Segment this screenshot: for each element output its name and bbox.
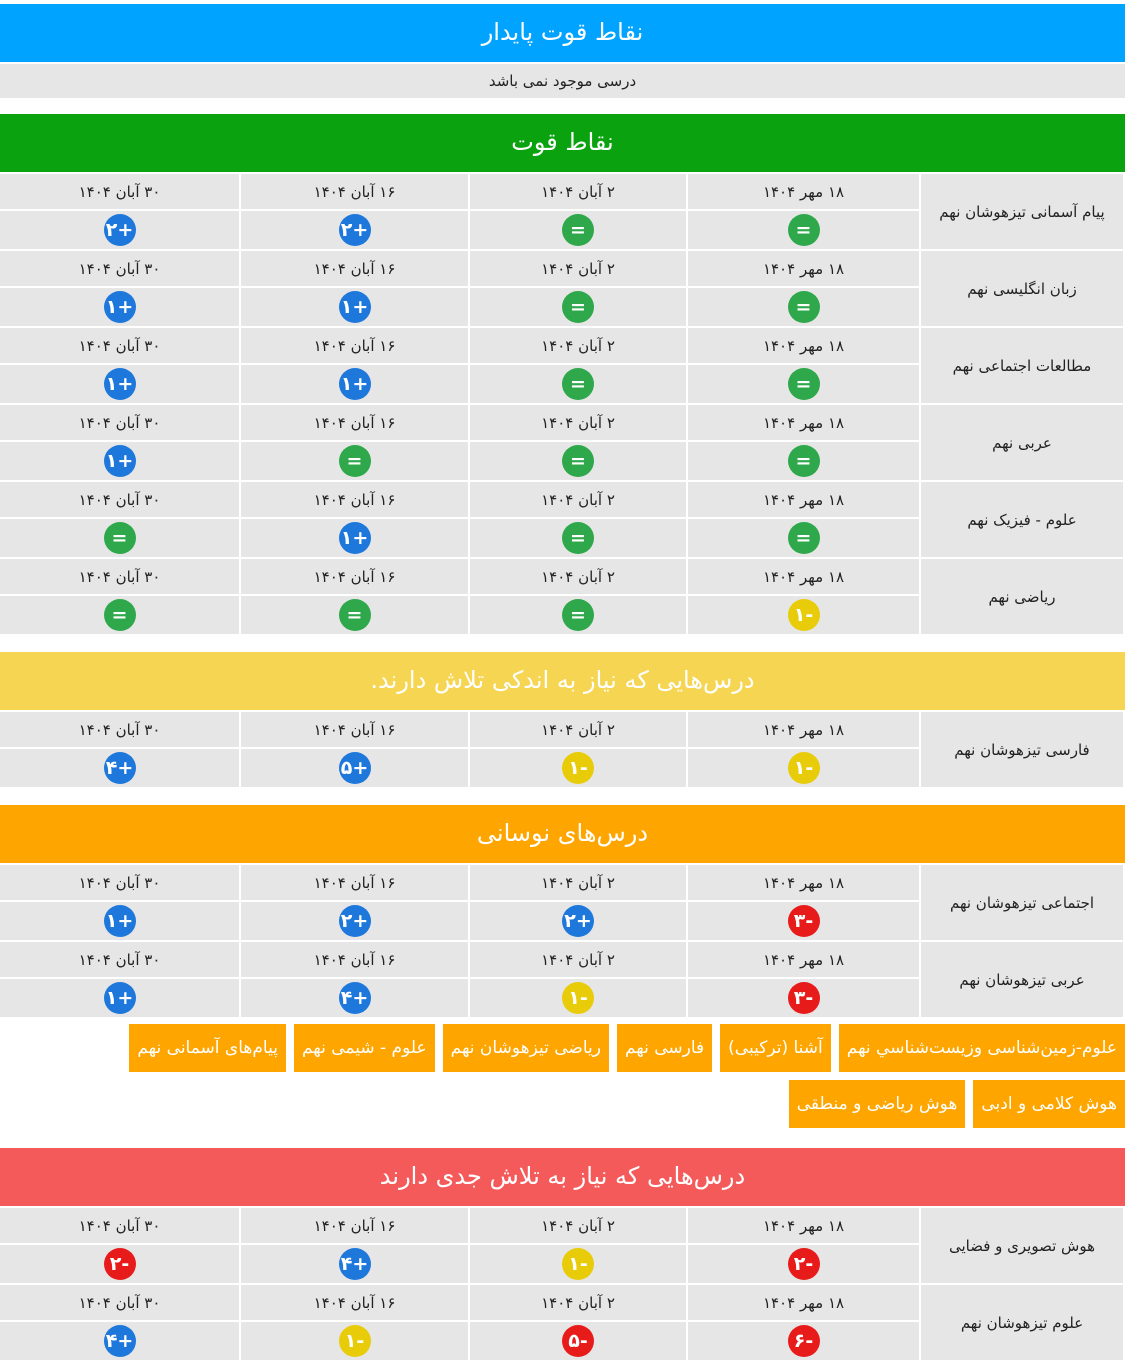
fluctuating-tags <box>0 1019 1125 1128</box>
score-badge: ۲- <box>104 1248 136 1280</box>
exam-date: ۱۸ مهر ۱۴۰۴ <box>687 1207 920 1244</box>
score-cell <box>469 364 687 404</box>
exam-date: ۳۰ آبان ۱۴۰۴ <box>0 327 240 364</box>
score-cell <box>469 748 687 788</box>
exam-date: ۱۸ مهر ۱۴۰۴ <box>687 481 920 518</box>
score-cell <box>240 1244 469 1284</box>
score-cell <box>240 364 469 404</box>
score-badge: ۴+ <box>339 982 371 1014</box>
exam-date: ۱۶ آبان ۱۴۰۴ <box>240 250 469 287</box>
exam-date: ۱۸ مهر ۱۴۰۴ <box>687 864 920 901</box>
exam-date: ۳۰ آبان ۱۴۰۴ <box>0 1284 240 1321</box>
subject-name: ریاضی نهم <box>920 558 1124 635</box>
score-cell <box>240 210 469 250</box>
exam-date: ۳۰ آبان ۱۴۰۴ <box>0 250 240 287</box>
subject-name: هوش تصویری و فضایی <box>920 1207 1124 1284</box>
exam-date: ۳۰ آبان ۱۴۰۴ <box>0 711 240 748</box>
score-badge: ۴+ <box>339 1248 371 1280</box>
score-cell <box>240 441 469 481</box>
table-row <box>0 327 1124 364</box>
score-badge: ۱+ <box>104 291 136 323</box>
score-cell <box>469 595 687 635</box>
table-row <box>0 404 1124 441</box>
subject-name: فارسی تیزهوشان نهم <box>920 711 1124 788</box>
score-badge: = <box>339 445 371 477</box>
subject-tag[interactable]: فارسی نهم <box>617 1024 712 1072</box>
score-cell <box>469 901 687 941</box>
exam-date: ۲ آبان ۱۴۰۴ <box>469 250 687 287</box>
score-cell <box>687 364 920 404</box>
table-row <box>0 173 1124 210</box>
score-badge: = <box>562 599 594 631</box>
subject-name: علوم تیزهوشان نهم <box>920 1284 1124 1361</box>
subject-name: عربی نهم <box>920 404 1124 481</box>
subject-tag[interactable]: ریاضی تیزهوشان نهم <box>443 1024 609 1072</box>
score-cell <box>0 287 240 327</box>
subject-name: عربی تیزهوشان نهم <box>920 941 1124 1018</box>
score-cell <box>687 595 920 635</box>
score-cell <box>240 748 469 788</box>
score-cell <box>687 978 920 1018</box>
subject-tag[interactable]: علوم-زمین‌شناسی وزیست‌شناسي نهم <box>839 1024 1125 1072</box>
score-badge: ۱- <box>339 1325 371 1357</box>
little-effort-table <box>0 710 1125 789</box>
strengths-header: نقاط قوت <box>0 114 1125 172</box>
score-cell <box>0 210 240 250</box>
subject-name: پیام آسمانی تیزهوشان نهم <box>920 173 1124 250</box>
score-cell <box>469 518 687 558</box>
score-badge: ۱- <box>562 982 594 1014</box>
score-badge: ۱+ <box>339 291 371 323</box>
subject-name: زبان انگلیسی نهم <box>920 250 1124 327</box>
score-badge: = <box>788 445 820 477</box>
score-cell <box>687 1321 920 1361</box>
score-cell <box>240 901 469 941</box>
exam-date: ۱۸ مهر ۱۴۰۴ <box>687 1284 920 1321</box>
exam-date: ۳۰ آبان ۱۴۰۴ <box>0 173 240 210</box>
score-badge: ۱- <box>562 1248 594 1280</box>
score-badge: = <box>788 291 820 323</box>
exam-date: ۱۶ آبان ۱۴۰۴ <box>240 711 469 748</box>
score-cell <box>469 287 687 327</box>
score-badge: ۶- <box>788 1325 820 1357</box>
exam-date: ۲ آبان ۱۴۰۴ <box>469 173 687 210</box>
table-row <box>0 481 1124 518</box>
score-cell <box>0 595 240 635</box>
exam-date: ۱۶ آبان ۱۴۰۴ <box>240 1207 469 1244</box>
score-cell <box>0 364 240 404</box>
exam-date: ۲ آبان ۱۴۰۴ <box>469 711 687 748</box>
exam-date: ۱۸ مهر ۱۴۰۴ <box>687 404 920 441</box>
exam-date: ۱۶ آبان ۱۴۰۴ <box>240 864 469 901</box>
score-badge: ۳- <box>788 982 820 1014</box>
score-cell <box>469 210 687 250</box>
exam-date: ۱۶ آبان ۱۴۰۴ <box>240 327 469 364</box>
exam-date: ۲ آبان ۱۴۰۴ <box>469 1284 687 1321</box>
score-badge: ۱+ <box>339 368 371 400</box>
score-cell <box>0 901 240 941</box>
fluctuating-section <box>0 805 1125 1128</box>
table-row <box>0 864 1124 901</box>
exam-date: ۱۶ آبان ۱۴۰۴ <box>240 481 469 518</box>
subject-name: مطالعات اجتماعی نهم <box>920 327 1124 404</box>
exam-date: ۱۶ آبان ۱۴۰۴ <box>240 404 469 441</box>
score-cell <box>687 441 920 481</box>
subject-tag[interactable]: علوم - شیمی نهم <box>294 1024 435 1072</box>
score-badge: = <box>788 214 820 246</box>
score-badge: ۱+ <box>104 368 136 400</box>
score-badge: ۱+ <box>104 982 136 1014</box>
score-badge: = <box>562 368 594 400</box>
score-cell <box>240 1321 469 1361</box>
score-cell <box>240 518 469 558</box>
score-badge: ۱+ <box>339 522 371 554</box>
subject-name: علوم - فیزیک نهم <box>920 481 1124 558</box>
exam-date: ۲ آبان ۱۴۰۴ <box>469 404 687 441</box>
score-badge: ۲+ <box>104 214 136 246</box>
score-badge: ۲- <box>788 1248 820 1280</box>
score-badge: = <box>339 599 371 631</box>
exam-date: ۱۶ آبان ۱۴۰۴ <box>240 1284 469 1321</box>
exam-date: ۲ آبان ۱۴۰۴ <box>469 481 687 518</box>
exam-date: ۳۰ آبان ۱۴۰۴ <box>0 481 240 518</box>
stable-strengths-section <box>0 4 1125 98</box>
strengths-section <box>0 114 1125 636</box>
subject-tag[interactable]: هوش ریاضی و منطقی <box>789 1080 966 1128</box>
score-cell <box>687 287 920 327</box>
score-badge: ۱- <box>788 752 820 784</box>
score-badge: = <box>562 214 594 246</box>
score-cell <box>0 1244 240 1284</box>
exam-date: ۳۰ آبان ۱۴۰۴ <box>0 1207 240 1244</box>
score-cell <box>469 978 687 1018</box>
exam-date: ۱۸ مهر ۱۴۰۴ <box>687 711 920 748</box>
serious-effort-table <box>0 1206 1125 1362</box>
exam-date: ۱۶ آبان ۱۴۰۴ <box>240 558 469 595</box>
exam-date: ۱۸ مهر ۱۴۰۴ <box>687 558 920 595</box>
strengths-table <box>0 172 1125 636</box>
score-cell <box>687 1244 920 1284</box>
exam-date: ۳۰ آبان ۱۴۰۴ <box>0 864 240 901</box>
subject-tag[interactable]: پیام‌های آسمانی نهم <box>129 1024 286 1072</box>
little-effort-section <box>0 652 1125 789</box>
score-cell <box>687 901 920 941</box>
score-cell <box>687 210 920 250</box>
table-row <box>0 711 1124 748</box>
score-badge: = <box>562 291 594 323</box>
score-badge: ۱- <box>562 752 594 784</box>
score-badge: ۳- <box>788 905 820 937</box>
score-badge: = <box>562 445 594 477</box>
score-cell <box>0 1321 240 1361</box>
exam-date: ۱۸ مهر ۱۴۰۴ <box>687 173 920 210</box>
score-cell <box>687 518 920 558</box>
table-row <box>0 1284 1124 1321</box>
score-badge: ۲+ <box>339 214 371 246</box>
exam-date: ۲ آبان ۱۴۰۴ <box>469 1207 687 1244</box>
score-badge: ۱+ <box>104 905 136 937</box>
score-badge: ۵- <box>562 1325 594 1357</box>
serious-effort-header: درس‌هایی که نیاز به تلاش جدی دارند <box>0 1148 1125 1206</box>
score-cell <box>0 748 240 788</box>
score-cell <box>240 595 469 635</box>
score-badge: ۵+ <box>339 752 371 784</box>
subject-tag[interactable]: آشنا (ترکیبی) <box>720 1024 831 1072</box>
no-lessons-message: درسی موجود نمی باشد <box>0 64 1125 98</box>
score-cell <box>687 748 920 788</box>
score-cell <box>0 978 240 1018</box>
score-badge: = <box>104 522 136 554</box>
table-row <box>0 250 1124 287</box>
table-row <box>0 1207 1124 1244</box>
score-cell <box>240 978 469 1018</box>
exam-date: ۳۰ آبان ۱۴۰۴ <box>0 404 240 441</box>
exam-date: ۲ آبان ۱۴۰۴ <box>469 941 687 978</box>
score-badge: ۴+ <box>104 752 136 784</box>
score-cell <box>240 287 469 327</box>
fluctuating-table <box>0 863 1125 1019</box>
serious-effort-section <box>0 1148 1125 1362</box>
exam-date: ۱۸ مهر ۱۴۰۴ <box>687 941 920 978</box>
table-row <box>0 558 1124 595</box>
exam-date: ۲ آبان ۱۴۰۴ <box>469 864 687 901</box>
exam-date: ۱۶ آبان ۱۴۰۴ <box>240 173 469 210</box>
exam-date: ۳۰ آبان ۱۴۰۴ <box>0 941 240 978</box>
exam-date: ۱۸ مهر ۱۴۰۴ <box>687 327 920 364</box>
score-badge: = <box>562 522 594 554</box>
subject-name: اجتماعی تیزهوشان نهم <box>920 864 1124 941</box>
score-badge: ۲+ <box>339 905 371 937</box>
score-cell <box>0 441 240 481</box>
exam-date: ۲ آبان ۱۴۰۴ <box>469 558 687 595</box>
table-row <box>0 941 1124 978</box>
score-cell <box>469 1244 687 1284</box>
fluctuating-header: درس‌های نوسانی <box>0 805 1125 863</box>
subject-tag[interactable]: هوش کلامی و ادبی <box>973 1080 1125 1128</box>
exam-date: ۳۰ آبان ۱۴۰۴ <box>0 558 240 595</box>
score-badge: ۱- <box>788 599 820 631</box>
score-badge: = <box>104 599 136 631</box>
score-badge: ۴+ <box>104 1325 136 1357</box>
exam-date: ۲ آبان ۱۴۰۴ <box>469 327 687 364</box>
score-badge: = <box>788 368 820 400</box>
score-cell <box>0 518 240 558</box>
score-cell <box>469 1321 687 1361</box>
score-badge: ۲+ <box>562 905 594 937</box>
little-effort-header: درس‌هایی که نیاز به اندکی تلاش دارند. <box>0 652 1125 710</box>
exam-date: ۱۸ مهر ۱۴۰۴ <box>687 250 920 287</box>
score-badge: ۱+ <box>104 445 136 477</box>
score-badge: = <box>788 522 820 554</box>
exam-date: ۱۶ آبان ۱۴۰۴ <box>240 941 469 978</box>
score-cell <box>469 441 687 481</box>
stable-strengths-header: نقاط قوت پایدار <box>0 4 1125 62</box>
